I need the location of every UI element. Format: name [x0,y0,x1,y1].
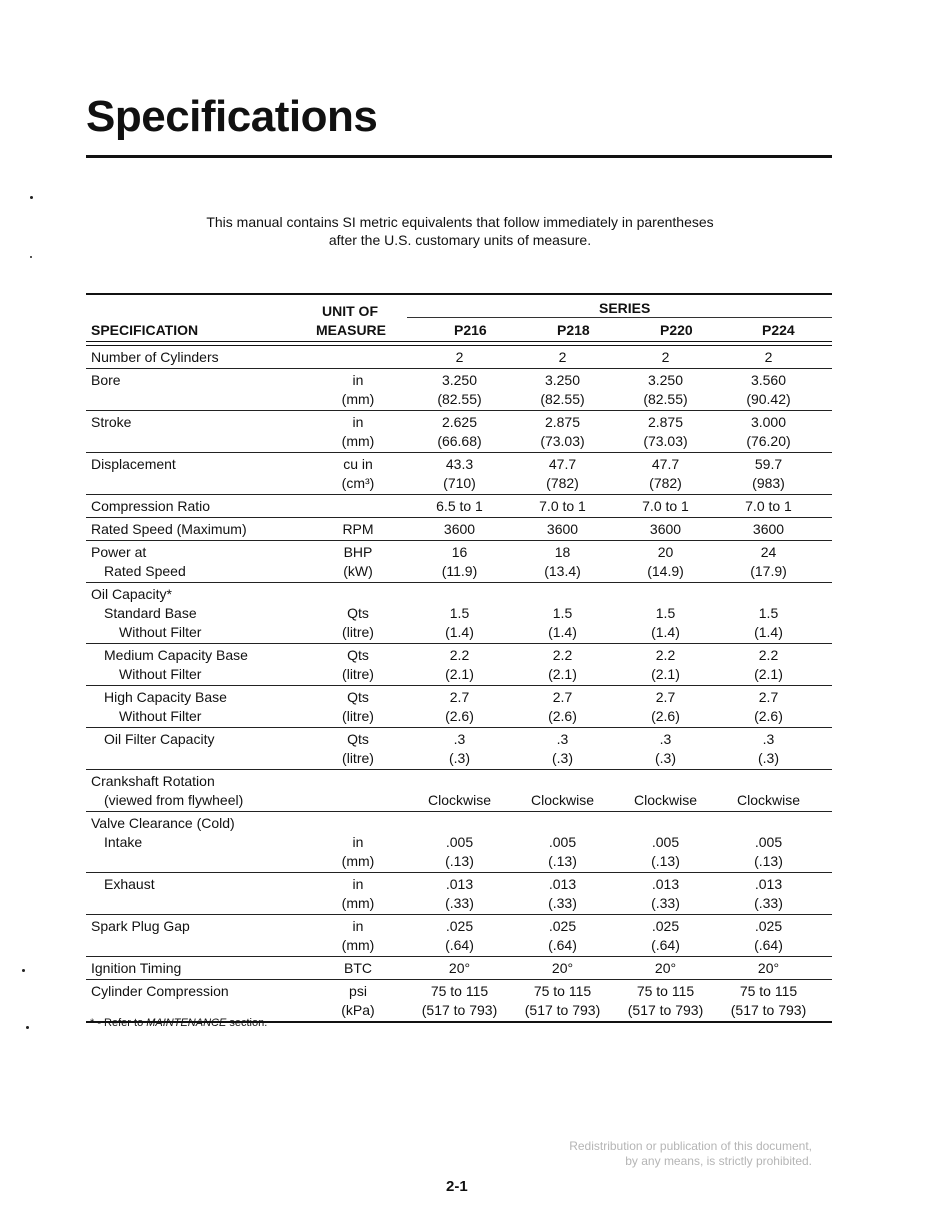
value-cell: (.3) [552,750,573,766]
value-cell: 2.2 [552,647,573,663]
table-row-line [86,957,832,976]
value-cell: 3.250 [441,372,478,388]
value-cell: (.64) [548,937,577,953]
table-row-line [86,747,832,766]
value-cell: (782) [649,475,682,491]
unit-cell: in [352,414,364,430]
value-cell: 20 [657,544,674,560]
table-row [86,518,832,541]
value-cell: 3600 [443,521,476,537]
unit-cell: (kW) [343,563,373,579]
unit-cell: (litre) [342,708,374,724]
table-row [86,957,832,980]
value-cell: 2.7 [552,689,573,705]
table-row-line [86,728,832,747]
table-row [86,411,832,453]
value-cell: (517 to 793) [730,1002,807,1018]
header-series: SERIES [599,300,651,316]
table-row-line [86,560,832,579]
unit-cell: (mm) [341,937,375,953]
table-row [86,346,832,369]
value-cell: .013 [445,876,474,892]
unit-cell: in [352,834,364,850]
unit-cell: cu in [343,456,373,472]
table-row [86,369,832,411]
intro-line-2: after the U.S. customary units of measure. [328,232,592,248]
table-row [86,873,832,915]
table-row-line [86,892,832,911]
value-cell: (1.4) [754,624,783,640]
value-cell: 2.7 [758,689,779,705]
value-cell: .025 [754,918,783,934]
unit-cell: Qts [347,689,369,705]
table-row-line [86,980,832,999]
table-row [86,770,832,812]
value-cell: (.33) [548,895,577,911]
value-cell: (517 to 793) [524,1002,601,1018]
value-cell: 1.5 [758,605,779,621]
scan-speck [30,196,33,199]
header-model-p224: P224 [762,322,795,338]
value-cell: 16 [451,544,468,560]
unit-cell: (litre) [342,624,374,640]
spec-cell: Without Filter [119,708,202,724]
spec-cell: Rated Speed (Maximum) [91,521,247,537]
series-rule [407,317,832,318]
value-cell: 3.250 [544,372,581,388]
value-cell: .013 [754,876,783,892]
table-row [86,686,832,728]
unit-cell: in [352,918,364,934]
value-cell: 2.2 [655,647,676,663]
spec-cell: Stroke [91,414,132,430]
table-row [86,812,832,873]
value-cell: (1.4) [548,624,577,640]
spec-cell: Oil Capacity* [91,586,172,602]
value-cell: (.33) [445,895,474,911]
value-cell: (.13) [651,853,680,869]
spec-cell: Valve Clearance (Cold) [91,815,235,831]
value-cell: (1.4) [651,624,680,640]
spec-cell: Standard Base [104,605,197,621]
table-row-line [86,934,832,953]
value-cell: (2.1) [445,666,474,682]
value-cell: Clockwise [530,792,594,808]
table-row-line [86,663,832,682]
value-cell: 59.7 [754,456,783,472]
value-cell: 43.3 [445,456,474,472]
scan-speck [26,1026,29,1029]
value-cell: (2.1) [754,666,783,682]
footnote-suffix: section. [226,1017,268,1029]
value-cell: (82.55) [437,391,482,407]
unit-cell: (mm) [341,853,375,869]
value-cell: (2.1) [651,666,680,682]
table-row [86,541,832,583]
value-cell: (.33) [651,895,680,911]
value-cell: (.13) [548,853,577,869]
spec-cell: (viewed from flywheel) [104,792,244,808]
unit-cell: in [352,876,364,892]
unit-cell: psi [349,983,367,999]
table-row-line [86,621,832,640]
value-cell: .3 [762,731,775,747]
value-cell: 2.7 [655,689,676,705]
value-cell: .005 [754,834,783,850]
table-row-line [86,583,832,602]
value-cell: 2.2 [758,647,779,663]
table-row-line [86,789,832,808]
table-row-line [86,686,832,705]
spec-cell: Oil Filter Capacity [104,731,215,747]
unit-cell: (mm) [341,895,375,911]
table-row-line [86,831,832,850]
value-cell: (13.4) [544,563,581,579]
value-cell: (.64) [651,937,680,953]
table-row-line [86,346,832,365]
table-top-rule [86,293,832,295]
value-cell: .005 [548,834,577,850]
table-row-line [86,915,832,934]
table-row-line [86,999,832,1018]
value-cell: 24 [760,544,777,560]
value-cell: (.13) [754,853,783,869]
value-cell: 47.7 [548,456,577,472]
value-cell: 3600 [752,521,785,537]
table-row-line [86,472,832,491]
value-cell: .025 [548,918,577,934]
value-cell: .013 [548,876,577,892]
value-cell: (517 to 793) [421,1002,498,1018]
spec-cell: Without Filter [119,666,202,682]
value-cell: (710) [443,475,476,491]
value-cell: .3 [453,731,466,747]
spec-cell: Medium Capacity Base [104,647,248,663]
value-cell: 2 [764,349,773,365]
header-model-p218: P218 [557,322,590,338]
value-cell: 3.250 [647,372,684,388]
value-cell: (14.9) [647,563,684,579]
table-row-line [86,388,832,407]
value-cell: (2.1) [548,666,577,682]
spec-cell: Compression Ratio [91,498,211,514]
watermark [520,1139,812,1169]
table-row-line [86,541,832,560]
footnote-prefix: * - Refer to [90,1017,147,1029]
header-specification: SPECIFICATION [91,322,199,338]
value-cell: 20° [551,960,574,976]
header-unit-line-1: UNIT OF [322,303,378,319]
value-cell: (17.9) [750,563,787,579]
unit-cell: Qts [347,731,369,747]
value-cell: (.64) [445,937,474,953]
spec-cell: Crankshaft Rotation [91,773,215,789]
header-unit-line-2: MEASURE [316,322,387,338]
value-cell: (.3) [758,750,779,766]
table-row-line [86,770,832,789]
footnote [90,1017,267,1029]
value-cell: Clockwise [427,792,491,808]
value-cell: 2 [661,349,670,365]
spec-cell: Displacement [91,456,176,472]
unit-cell: (litre) [342,750,374,766]
value-cell: 75 to 115 [430,983,489,999]
value-cell: 7.0 to 1 [642,498,689,514]
spec-cell: Spark Plug Gap [91,918,190,934]
spec-cell: Intake [104,834,143,850]
table-row-line [86,644,832,663]
header-model-p220: P220 [660,322,693,338]
table-row [86,915,832,957]
value-cell: 7.0 to 1 [745,498,792,514]
value-cell: (1.4) [445,624,474,640]
value-cell: (2.6) [754,708,783,724]
value-cell: (2.6) [445,708,474,724]
spec-cell: High Capacity Base [104,689,227,705]
spec-cell: Power at [91,544,147,560]
watermark-line-1: Redistribution or publication of this document, [569,1139,812,1153]
spec-cell: Ignition Timing [91,960,182,976]
table-row [86,644,832,686]
value-cell: (782) [546,475,579,491]
value-cell: (.13) [445,853,474,869]
value-cell: 1.5 [655,605,676,621]
value-cell: 75 to 115 [636,983,695,999]
spec-table-body [86,346,832,1023]
value-cell: 1.5 [552,605,573,621]
table-row-line [86,430,832,449]
spec-cell: Cylinder Compression [91,983,229,999]
value-cell: 2.7 [449,689,470,705]
value-cell: .3 [556,731,569,747]
value-cell: 3600 [649,521,682,537]
header-rule [86,341,832,342]
value-cell: 2 [558,349,567,365]
table-row-line [86,602,832,621]
value-cell: 18 [554,544,571,560]
value-cell: Clockwise [736,792,800,808]
table-row-line [86,411,832,430]
unit-cell: Qts [347,605,369,621]
table-row-line [86,495,832,514]
value-cell: 47.7 [651,456,680,472]
unit-cell: (mm) [341,391,375,407]
unit-cell: in [352,372,364,388]
unit-cell: RPM [342,521,374,537]
value-cell: 2.625 [441,414,478,430]
value-cell: 2.2 [449,647,470,663]
intro-line-1: This manual contains SI metric equivalents that follow immediately in parentheses [206,214,714,230]
value-cell: .025 [445,918,474,934]
value-cell: 2 [455,349,464,365]
table-row [86,453,832,495]
value-cell: 1.5 [449,605,470,621]
table-row [86,495,832,518]
value-cell: (82.55) [643,391,688,407]
value-cell: 75 to 115 [739,983,798,999]
spec-cell: Without Filter [119,624,202,640]
footnote-italic: MAINTENANCE [146,1017,227,1029]
value-cell: (.3) [449,750,470,766]
value-cell: (.3) [655,750,676,766]
value-cell: (11.9) [441,563,478,579]
unit-cell: BHP [343,544,373,560]
value-cell: 20° [448,960,471,976]
page-title: Specifications [86,92,378,141]
value-cell: 3600 [546,521,579,537]
value-cell: 7.0 to 1 [539,498,586,514]
value-cell: (66.68) [437,433,482,449]
value-cell: (73.03) [540,433,585,449]
value-cell: 20° [757,960,780,976]
value-cell: 3.560 [750,372,787,388]
page-number: 2-1 [446,1178,468,1195]
table-row-line [86,850,832,869]
value-cell: 2.875 [647,414,684,430]
scan-speck [22,969,25,972]
value-cell: Clockwise [633,792,697,808]
table-row-line [86,873,832,892]
value-cell: .005 [445,834,474,850]
table-row-line [86,518,832,537]
unit-cell: (kPa) [341,1002,375,1018]
value-cell: 75 to 115 [533,983,592,999]
value-cell: (2.6) [651,708,680,724]
value-cell: .3 [659,731,672,747]
value-cell: .013 [651,876,680,892]
table-row [86,728,832,770]
table-row-line [86,705,832,724]
table-row [86,583,832,644]
value-cell: (2.6) [548,708,577,724]
table-row-line [86,369,832,388]
title-rule [86,155,832,158]
unit-cell: (litre) [342,666,374,682]
value-cell: 20° [654,960,677,976]
value-cell: (76.20) [746,433,791,449]
value-cell: (983) [752,475,785,491]
watermark-line-2: by any means, is strictly prohibited. [625,1154,812,1168]
spec-cell: Number of Cylinders [91,349,219,365]
value-cell: 3.000 [750,414,787,430]
spec-cell: Rated Speed [104,563,186,579]
value-cell: 2.875 [544,414,581,430]
value-cell: .005 [651,834,680,850]
table-row-line [86,453,832,472]
spec-cell: Bore [91,372,121,388]
unit-cell: (cm³) [341,475,375,491]
value-cell: (.33) [754,895,783,911]
value-cell: 6.5 to 1 [436,498,483,514]
value-cell: .025 [651,918,680,934]
value-cell: (.64) [754,937,783,953]
unit-cell: Qts [347,647,369,663]
unit-cell: BTC [344,960,372,976]
table-row-line [86,812,832,831]
value-cell: (517 to 793) [627,1002,704,1018]
spec-cell: Exhaust [104,876,155,892]
value-cell: (82.55) [540,391,585,407]
header-model-p216: P216 [454,322,487,338]
value-cell: (73.03) [643,433,688,449]
intro-text [150,213,770,249]
scan-speck [30,256,32,258]
value-cell: (90.42) [746,391,791,407]
unit-cell: (mm) [341,433,375,449]
